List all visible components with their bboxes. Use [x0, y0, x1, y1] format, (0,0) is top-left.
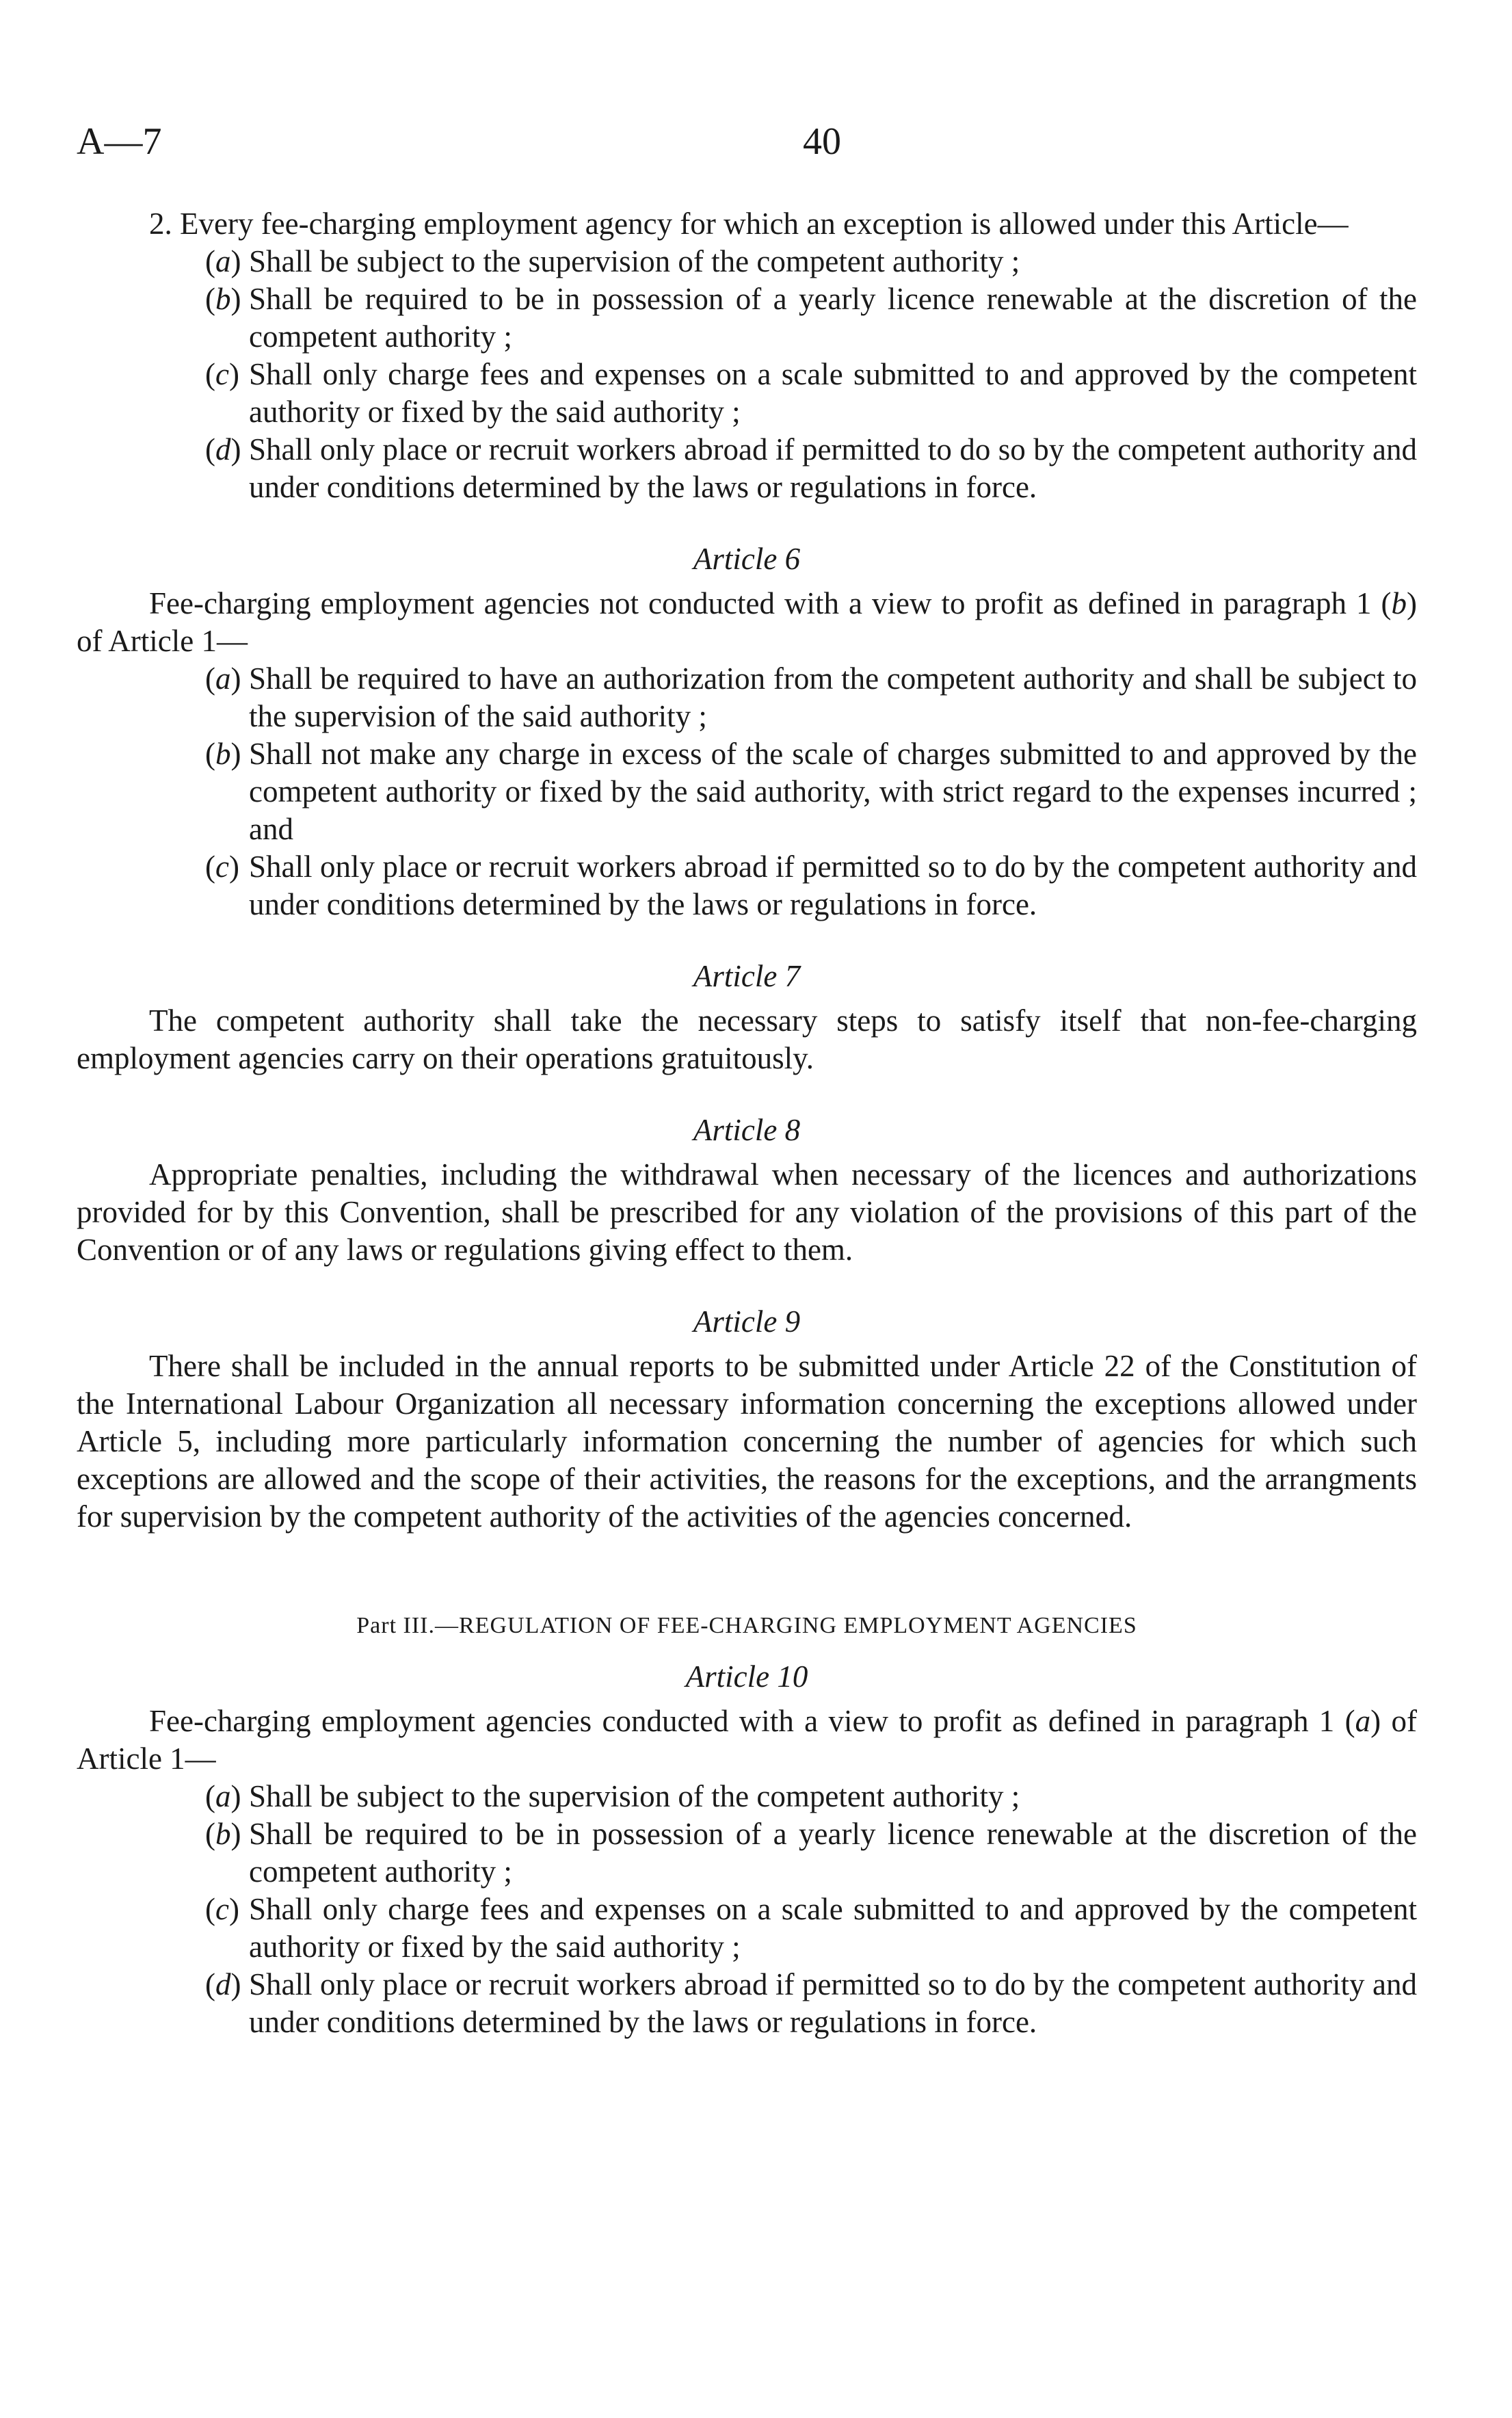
list-item: (a) Shall be subject to the supervision of the competent authority ;	[205, 1779, 1020, 1813]
list-item: (d) Shall only place or recruit workers abroad if permitted to do so by the competent authority and under conditions determined by the laws or regulations in force.	[205, 432, 1417, 504]
document-body	[77, 205, 1417, 2041]
list-item: (c) Shall only place or recruit workers abroad if permitted so to do by the competent authority and under conditions determined by the laws or regulations in force.	[205, 850, 1417, 921]
article-7-title: Article 7	[693, 959, 801, 993]
article-10-items	[77, 1778, 1417, 2041]
document-code: A—7	[77, 120, 162, 163]
list-item: (a) Shall be subject to the supervision of the competent authority ;	[205, 244, 1020, 278]
list-item: (b) Shall not make any charge in excess of the scale of charges submitted to and approved by the competent authority or fixed by the said authority, with strict regard to the expenses incurred ; and	[205, 737, 1417, 846]
continuation-intro: 2. Every fee-charging employment agency for which an exception is allowed under this Article—	[149, 207, 1349, 241]
list-item: (c) Shall only charge fees and expenses on a scale submitted to and approved by the competent authority or fixed by the said authority ;	[205, 1892, 1417, 1964]
page-header	[77, 120, 1435, 178]
part-3-heading: Part III.—REGULATION OF FEE-CHARGING EMPLOYMENT AGENCIES	[356, 1613, 1137, 1638]
list-item: (d) Shall only place or recruit workers abroad if permitted so to do by the competent authority and under conditions determined by the laws or regulations in force.	[205, 1967, 1417, 2039]
article-10-title: Article 10	[685, 1659, 808, 1694]
continuation-items	[77, 243, 1417, 506]
article-8-title: Article 8	[693, 1113, 801, 1147]
list-item: (b) Shall be required to be in possession of a yearly licence renewable at the discretion of the competent authority ;	[205, 1817, 1417, 1889]
article-10-intro: Fee-charging employment agencies conducted with a view to profit as defined in paragraph 1 (a) of Article 1—	[77, 1704, 1417, 1776]
list-item: (c) Shall only charge fees and expenses on a scale submitted to and approved by the competent authority or fixed by the said authority ;	[205, 357, 1417, 429]
list-item: (a) Shall be required to have an authorization from the competent authority and shall be subject to the supervision of the said authority ;	[205, 661, 1417, 733]
article-9-text: There shall be included in the annual reports to be submitted under Article 22 of the Constitution of the International Labour Organization all necessary information concerning the exceptions allowed under Article 5, including more particularly information concerning the number of agencies for which such exceptions are allowed and the scope of their activities, the reasons for the exceptions, and the arrangments for supervision by the competent authority of the activities of the agencies concerned.	[77, 1349, 1417, 1534]
article-7-text: The competent authority shall take the necessary steps to satisfy itself that non-fee-charging employment agencies carry on their operations gratuitously.	[77, 1003, 1417, 1075]
list-item: (b) Shall be required to be in possession of a yearly licence renewable at the discretion of the competent authority ;	[205, 282, 1417, 354]
page-number: 40	[803, 120, 841, 163]
article-6-items	[77, 660, 1417, 923]
article-6-title: Article 6	[693, 542, 801, 576]
article-6-intro: Fee-charging employment agencies not conducted with a view to profit as defined in paragraph 1 (b) of Article 1—	[77, 586, 1417, 658]
article-9-title: Article 9	[693, 1304, 801, 1339]
article-8-text: Appropriate penalties, including the withdrawal when necessary of the licences and authorizations provided for by this Convention, shall be prescribed for any violation of the provisions of this part of the Convention or of any laws or regulations giving effect to them.	[77, 1157, 1417, 1267]
